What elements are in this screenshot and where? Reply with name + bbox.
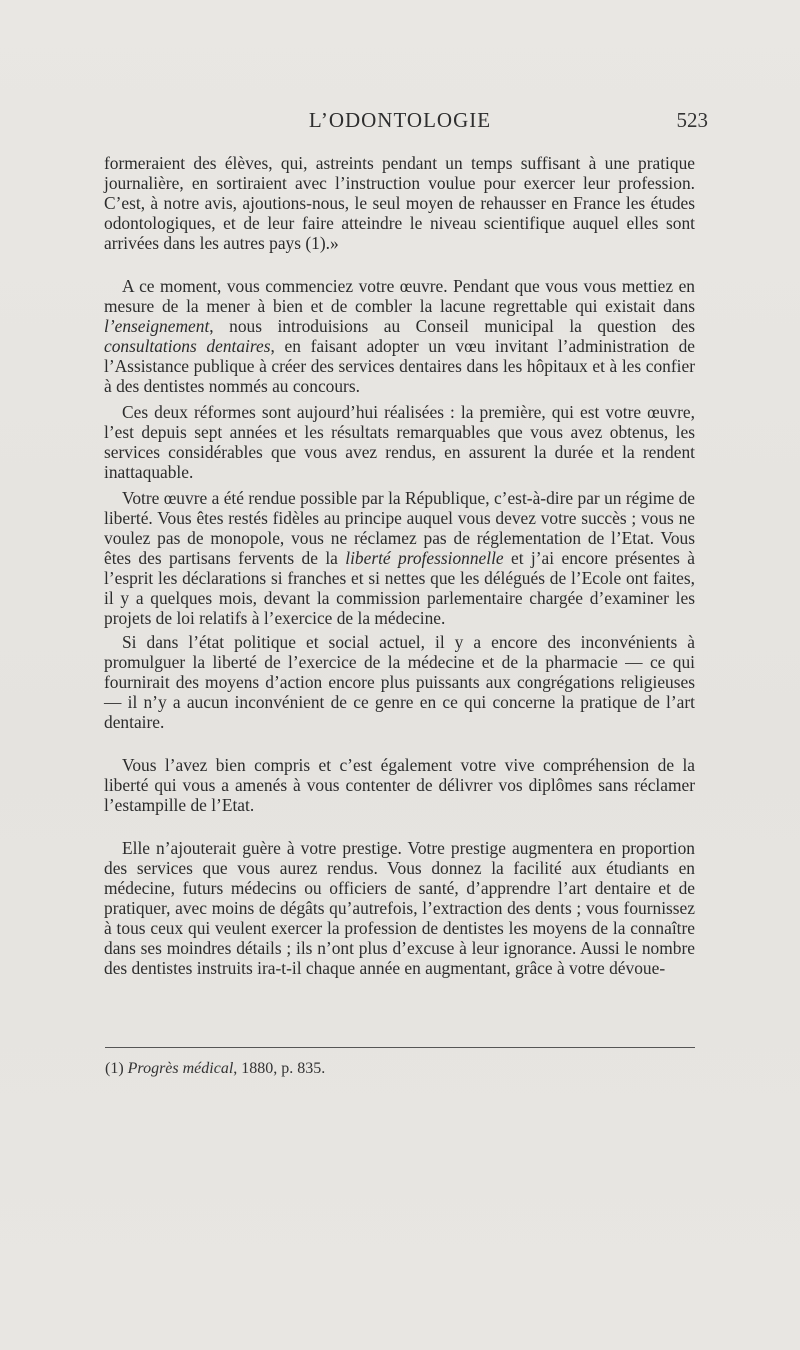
footnote-divider [105,1047,695,1048]
footnote [105,1060,695,1078]
page-number: 523 [676,108,708,132]
italic-term-enseignement: l’enseignement [104,316,210,336]
paragraph-2 [104,276,695,396]
body-text [104,153,695,978]
paragraph-4 [104,488,695,628]
paragraph-text: , nous introduisions au Conseil municipal la question des [209,316,695,336]
paragraph-text: Votre œuvre a été rendue possible par la République, c’est-à-dire par un régime de liberté. Vous êtes restés fidèles au principe auquel vous devez votre succès ; vous ne voulez pas de monopole, vous ne réclamez pas de réglementation de l’Etat. Vous êtes des partisans fervents de la [104,488,695,568]
paragraph-text: Vous l’avez bien compris et c’est également votre vive compréhension de la liberté qui vous a amenés à vous contenter de délivrer vos diplômes sans réclamer l’estampille de l’Etat. [104,755,695,815]
paragraph-text: Ces deux réformes sont aujourd’hui réalisées : la première, qui est votre œuvre, l’est depuis sept années et les résultats remarquables que vous avez obtenus, les services considérables que vous avez rendus, en assurent la durée et la rendent inattaquable. [104,402,695,482]
paragraph-text: formeraient des élèves, qui, astreints pendant un temps suffisant à une pratique journalière, en sortiraient avec l’instruction voulue pour exercer leur profession. C’est, à notre avis, ajoutions-nous, le seul moyen de rehausser en France les études odontologiques, et de leur faire atteindre le niveau scientifique auquel elles sont arrivées dans les autres pays (1).» [104,153,695,253]
paragraph-7 [104,838,695,978]
paragraph-text: Elle n’ajouterait guère à votre prestige. Votre prestige augmentera en proportion des services que vous aurez rendus. Vous donnez la facilité aux étudiants en médecine, futurs médecins ou officiers de santé, d’apprendre l’art dentaire et de pratiquer, avec moins de dégâts qu’autrefois, l’extraction des dents ; vous fournissez à tous ceux qui veulent exercer la profession de dentistes les moyens de la connaître dans ses moindres détails ; ils n’ont plus d’excuse à leur ignorance. Aussi le nombre des dentistes instruits ira-t-il chaque année en augmentant, grâce à votre dévoue- [104,838,695,978]
footnote-source: Progrès médical [127,1060,234,1077]
paragraph-6 [104,755,695,815]
italic-term-consultations: consultations dentaires [104,336,271,356]
paragraph-text: , en faisant adopter un vœu invitant l’administration de l’Assistance publique à créer des services dentaires dans les hôpitaux et à les confier à des dentistes nommés au concours. [104,336,695,396]
paragraph-text: Si dans l’état politique et social actuel, il y a encore des inconvénients à promulguer la liberté de l’exercice de la médecine et de la pharmacie — ce qui fournirait des moyens d’action encore plus puissants aux congrégations religieuses — il n’y a aucun inconvénient de ce genre en ce qui concerne la pratique de l’art dentaire. [104,632,695,732]
footnote-marker: (1) [105,1060,124,1077]
page-header [0,108,800,136]
paragraph-text: et j’ai encore présentes à l’esprit les déclarations si franches et si nettes que les délégués de l’Ecole ont faites, il y a quelques mois, devant la commission parlementaire chargée d’examiner les projets de loi relatifs à l’exercice de la médecine. [104,548,695,628]
paragraph-5 [104,632,695,732]
footnote-details: , 1880, p. 835. [233,1060,326,1077]
running-title: L’ODONTOLOGIE [308,108,492,132]
paragraph-text: A ce moment, vous commenciez votre œuvre. Pendant que vous vous mettiez en mesure de la mener à bien et de combler la lacune regrettable qui existait dans [104,276,695,316]
italic-term-liberte: liberté professionnelle [345,548,504,568]
paragraph-1 [104,153,695,253]
paragraph-3 [104,402,695,482]
